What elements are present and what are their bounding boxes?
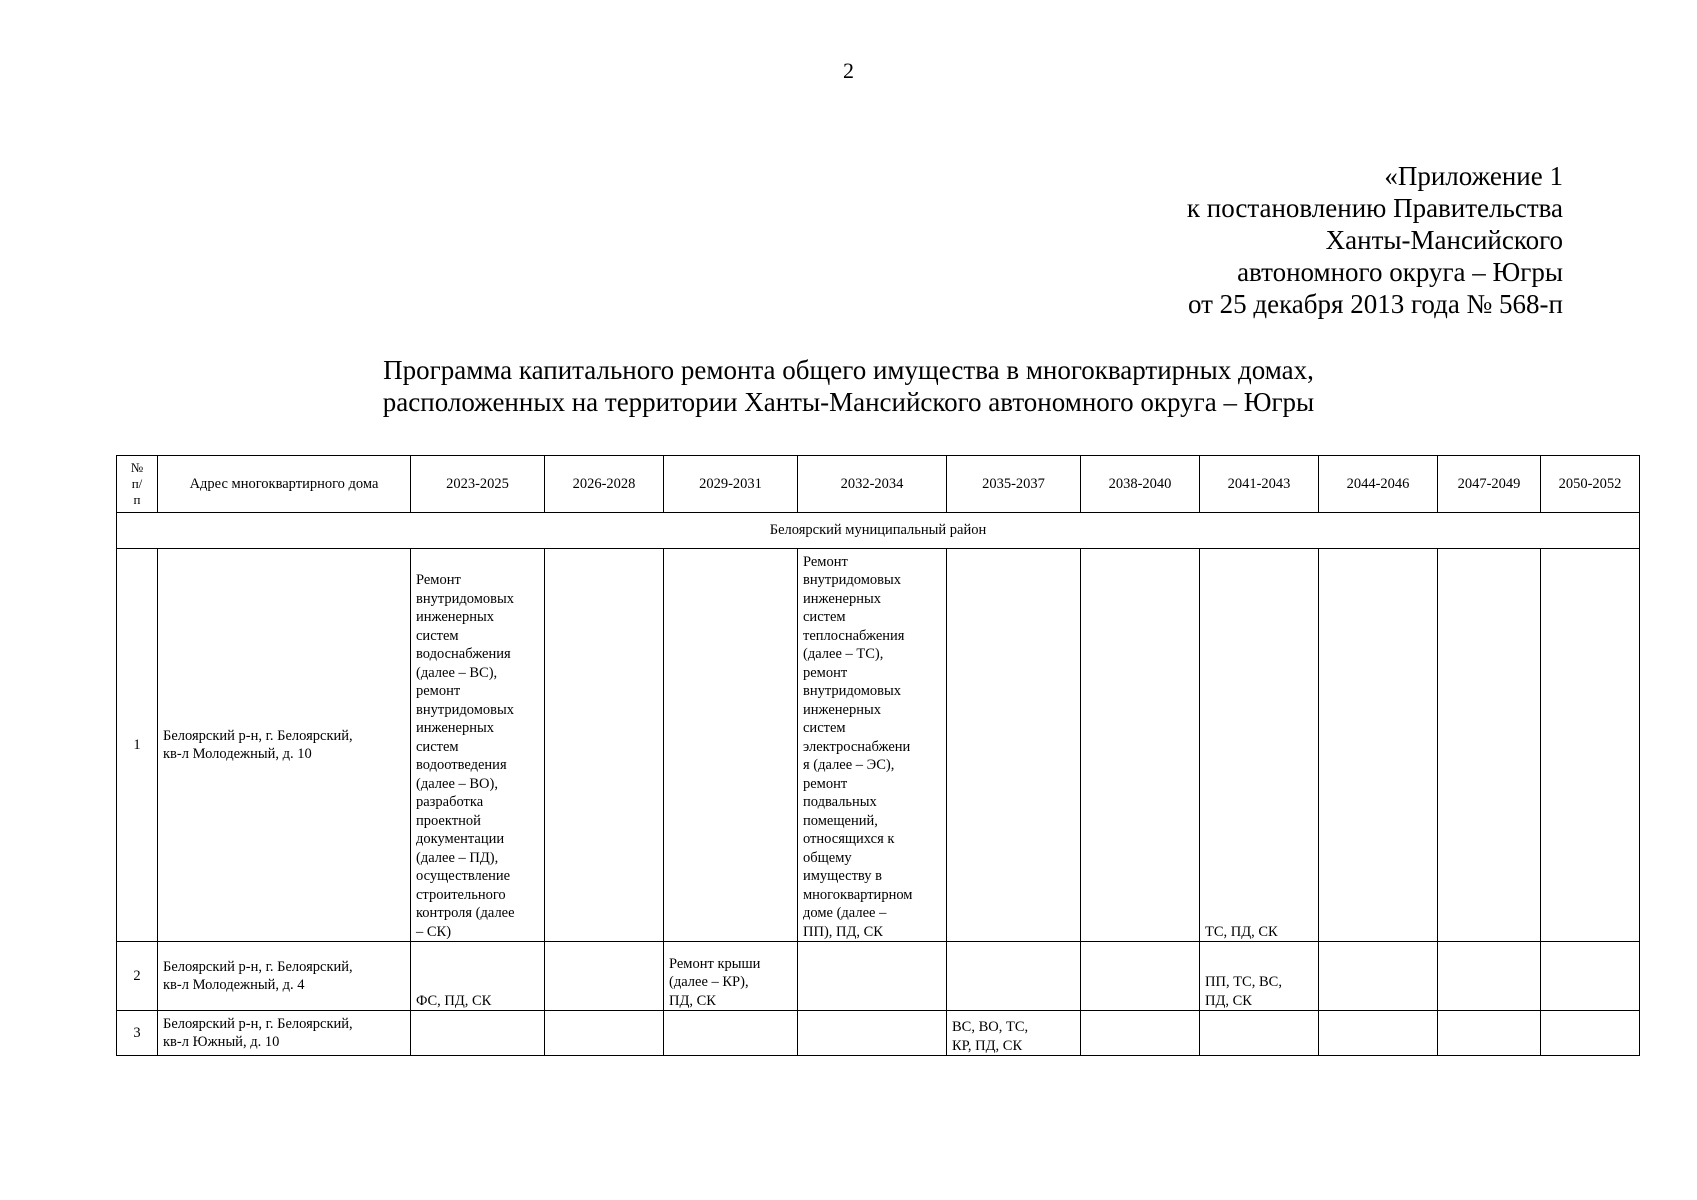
work-line: относящихся к <box>803 831 895 847</box>
work-cell <box>411 549 545 942</box>
work-cell <box>1081 549 1200 942</box>
work-line: (далее – ВО), <box>416 775 498 792</box>
row-number: 1 <box>117 549 158 942</box>
work-cell <box>1438 1011 1541 1056</box>
work-cell <box>411 942 545 1011</box>
address-line: Белоярский р-н, г. Белоярский, <box>163 727 353 744</box>
work-line: (далее – ТС), <box>803 646 884 662</box>
table-row <box>117 942 1640 1011</box>
work-line: разработка <box>416 794 484 810</box>
appendix-line: автономного округа – Югры <box>1237 257 1563 287</box>
work-line: ТС, ПД, СК <box>1205 923 1278 940</box>
work-line: имуществу в <box>803 868 882 884</box>
table-row <box>117 1011 1640 1056</box>
address-line: Белоярский р-н, г. Белоярский, <box>163 958 353 975</box>
row-address <box>158 1011 411 1056</box>
work-line: подвальных <box>803 794 877 810</box>
header-period: 2029-2031 <box>664 456 798 513</box>
work-cell <box>664 549 798 942</box>
work-line: теплоснабжения <box>803 627 905 644</box>
row-address <box>158 549 411 942</box>
row-number: 3 <box>117 1011 158 1056</box>
work-line: внутридомовых <box>803 572 901 588</box>
work-line: инженерных <box>416 720 494 736</box>
work-line: КР, ПД, СК <box>952 1037 1023 1054</box>
header-address: Адрес многоквартирного дома <box>158 456 411 513</box>
work-cell <box>798 1011 947 1056</box>
work-cell <box>947 1011 1081 1056</box>
work-line: ПД, СК <box>1205 992 1252 1009</box>
work-cell <box>947 549 1081 942</box>
work-line: систем <box>803 609 846 625</box>
header-number <box>117 456 158 513</box>
header-period: 2026-2028 <box>545 456 664 513</box>
work-line: водоснабжения <box>416 646 511 662</box>
work-cell <box>411 1011 545 1056</box>
address-line: кв-л Молодежный, д. 10 <box>163 746 312 762</box>
header-period: 2038-2040 <box>1081 456 1200 513</box>
work-line: ВС, ВО, ТС, <box>952 1019 1029 1035</box>
work-cell <box>1319 549 1438 942</box>
work-line: (далее – КР), <box>669 974 749 990</box>
work-line: ремонт <box>416 683 461 699</box>
work-cell <box>947 942 1081 1011</box>
work-line: ПП), ПД, СК <box>803 923 883 940</box>
work-line: (далее – ВС), <box>416 664 498 681</box>
work-line: систем <box>803 720 846 736</box>
address-line: кв-л Южный, д. 10 <box>163 1034 280 1050</box>
work-line: инженерных <box>803 701 881 718</box>
header-number-line: п <box>133 492 141 507</box>
work-line: ПД, СК <box>669 992 716 1009</box>
work-line: многоквартирном <box>803 886 913 903</box>
work-line: Ремонт <box>803 553 848 570</box>
work-line: Ремонт крыши <box>669 955 761 972</box>
work-cell <box>1081 1011 1200 1056</box>
work-line: внутридомовых <box>803 683 901 699</box>
appendix-line: Ханты-Мансийского <box>1325 225 1563 255</box>
appendix-reference <box>1187 160 1563 320</box>
appendix-line: от 25 декабря 2013 года № 568-п <box>1187 289 1563 319</box>
header-period: 2035-2037 <box>947 456 1081 513</box>
work-line: инженерных <box>416 609 494 625</box>
table-header-row <box>117 456 1640 513</box>
work-line: я (далее – ЭС), <box>803 757 895 773</box>
work-line: ремонт <box>803 664 848 681</box>
header-number-line: п/ <box>131 476 143 491</box>
work-cell <box>1541 942 1640 1011</box>
work-cell <box>664 942 798 1011</box>
appendix-line: к постановлению Правительства <box>1186 193 1563 223</box>
work-cell <box>798 942 947 1011</box>
work-line: электроснабжени <box>803 738 911 755</box>
header-period: 2032-2034 <box>798 456 947 513</box>
work-line: проектной <box>416 812 481 829</box>
header-period: 2044-2046 <box>1319 456 1438 513</box>
work-cell <box>798 549 947 942</box>
work-cell <box>1438 942 1541 1011</box>
work-cell <box>1081 942 1200 1011</box>
work-line: ремонт <box>803 775 848 792</box>
address-line: кв-л Молодежный, д. 4 <box>163 977 305 993</box>
work-cell <box>1319 942 1438 1011</box>
work-line: ФС, ПД, СК <box>416 992 492 1009</box>
header-period: 2047-2049 <box>1438 456 1541 513</box>
work-line: доме (далее – <box>803 905 887 921</box>
work-line: – СК) <box>416 923 452 940</box>
title-line: Программа капитального ремонта общего имущества в многоквартирных домах, <box>383 355 1314 385</box>
work-line: систем <box>416 738 459 755</box>
document-title <box>0 354 1697 418</box>
address-line: Белоярский р-н, г. Белоярский, <box>163 1015 353 1032</box>
header-number-line: № <box>130 460 144 475</box>
work-line: систем <box>416 627 459 644</box>
work-line: ПП, ТС, ВС, <box>1205 974 1282 990</box>
work-line: Ремонт <box>416 572 461 588</box>
work-cell <box>1541 1011 1640 1056</box>
row-address <box>158 942 411 1011</box>
row-number: 2 <box>117 942 158 1011</box>
work-line: контроля (далее <box>416 905 515 921</box>
work-line: документации <box>416 831 505 847</box>
appendix-line: «Приложение 1 <box>1384 161 1563 191</box>
work-cell <box>545 549 664 942</box>
header-period: 2041-2043 <box>1200 456 1319 513</box>
work-cell <box>1200 1011 1319 1056</box>
header-period: 2050-2052 <box>1541 456 1640 513</box>
work-line: внутридомовых <box>416 590 514 607</box>
district-name: Белоярский муниципальный район <box>117 513 1640 549</box>
table-row <box>117 549 1640 942</box>
work-cell <box>1541 549 1640 942</box>
work-line: общему <box>803 849 852 866</box>
work-line: внутридомовых <box>416 701 514 718</box>
work-line: (далее – ПД), <box>416 849 499 866</box>
work-cell <box>1200 549 1319 942</box>
work-cell <box>545 942 664 1011</box>
district-row <box>117 513 1640 549</box>
work-line: водоотведения <box>416 757 507 773</box>
work-cell <box>1200 942 1319 1011</box>
repair-program-table <box>116 455 1640 1056</box>
work-cell <box>664 1011 798 1056</box>
work-cell <box>1438 549 1541 942</box>
header-period: 2023-2025 <box>411 456 545 513</box>
work-cell <box>1319 1011 1438 1056</box>
work-line: инженерных <box>803 590 881 607</box>
page-number: 2 <box>843 58 854 83</box>
title-line: расположенных на территории Ханты-Мансийского автономного округа – Югры <box>382 387 1315 417</box>
work-line: помещений, <box>803 812 878 829</box>
work-cell <box>545 1011 664 1056</box>
work-line: строительного <box>416 886 506 903</box>
work-line: осуществление <box>416 868 511 884</box>
